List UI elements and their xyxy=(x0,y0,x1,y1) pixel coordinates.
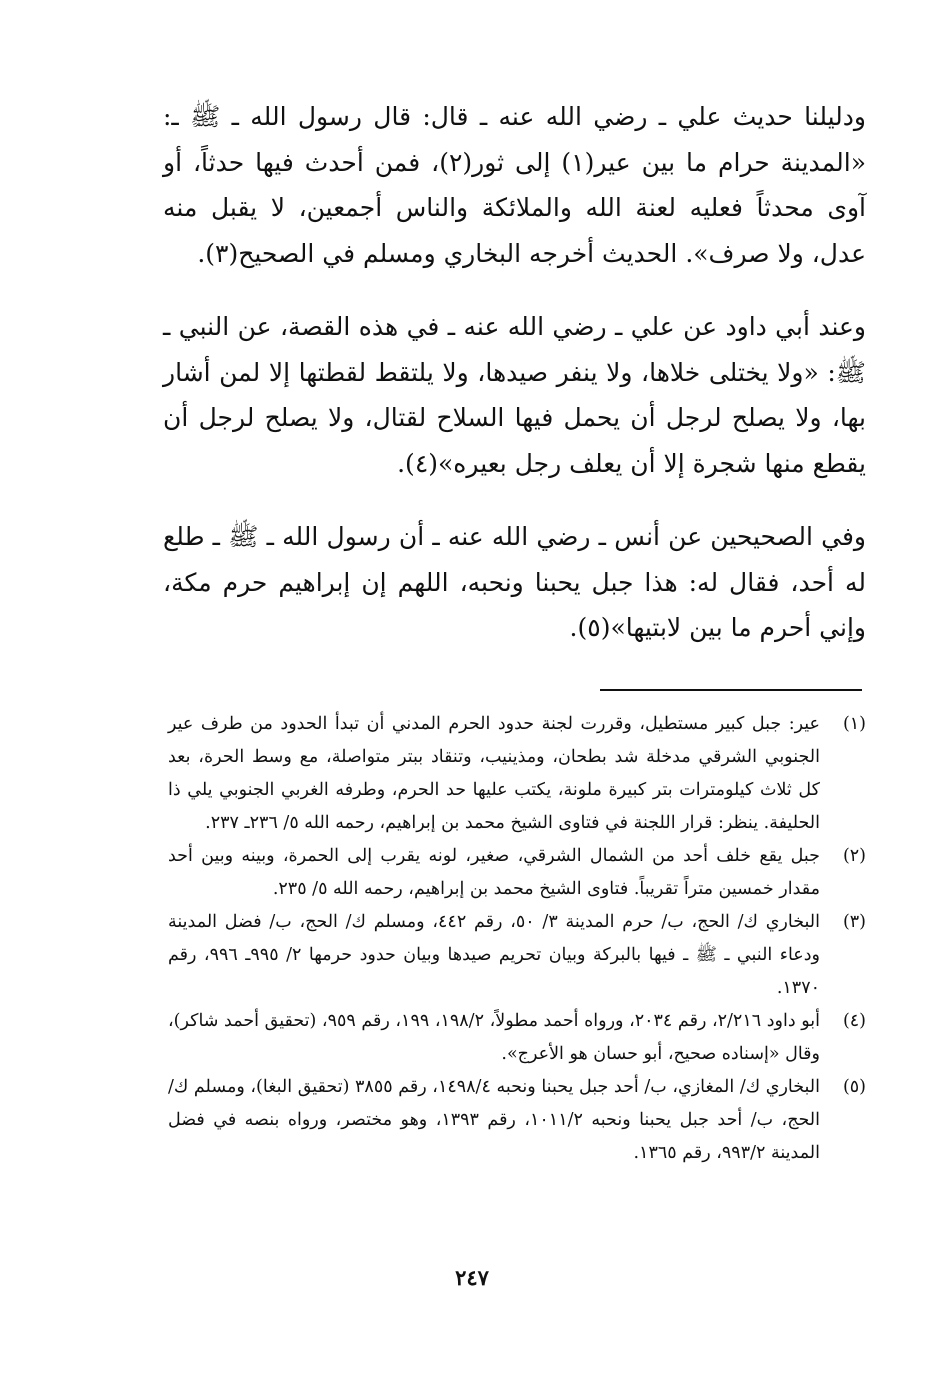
footnote-text: عير: جبل كبير مستطيل، وقررت لجنة حدود الحرم المدني أن تبدأ الحدود من طرف عير الجنوبي الشرقي مدخلة شد بطحان، ومذينيب، وتنقاد ببتر متواصلة، مع وسط الحرة، بعد كل ثلاث كيلومترات بتر كبيرة ملونة، يكتب عليها حد الحرم، وطرفه الغربي الجنوبي يلي ذا الحليفة. ينظر: قرار اللجنة في فتاوى الشيخ محمد بن إبراهيم، رحمه الله ٥/ ٢٣٦ـ ٢٣٧. xyxy=(168,714,820,833)
paragraph-3: وفي الصحيحين عن أنس ـ رضي الله عنه ـ أن رسول الله ـ ﷺ ـ طلع له أحد، فقال له: هذا جبل يحبنا ونحبه، اللهم إن إبراهيم حرم مكة، وإني أحرم ما بين لابتيها»(٥). xyxy=(163,522,866,642)
footnote-number: (٤) xyxy=(842,1011,866,1031)
footnote-text: البخاري ك/ المغازي، ب/ أحد جبل يحبنا ونحبه ١٤٩٨/٤، رقم ٣٨٥٥ (تحقيق البغا)، ومسلم ك/ الحج، ب/ أحد جبل يحبنا ونحبه ١٠١١/٢، رقم ١٣٩٣، وهو مختصر، ورواه بنصه في فضل المدينة ٩٩٣/٢، رقم ١٣٦٥. xyxy=(168,1077,820,1163)
footnotes xyxy=(168,708,866,1170)
main-text xyxy=(163,94,866,651)
footnote-number: (٣) xyxy=(842,912,866,932)
footnote xyxy=(168,1005,866,1071)
footnote-number: (٥) xyxy=(842,1077,866,1097)
footnote xyxy=(168,708,866,840)
footnote-text: جبل يقع خلف أحد من الشمال الشرقي، صغير، لونه يقرب إلى الحمرة، وبينه وبين أحد مقدار خمسين متراً تقريباً. فتاوى الشيخ محمد بن إبراهيم، رحمه الله ٥/ ٢٣٥. xyxy=(168,846,820,899)
footnote-text: البخاري ك/ الحج، ب/ حرم المدينة ٣/ ٥٠، رقم ٤٤٢، ومسلم ك/ الحج، ب/ فضل المدينة ودعاء النبي ـ ﷺ ـ فيها بالبركة وبيان تحريم صيدها وبيان حدود حرمها ٢/ ٩٩٥ـ ٩٩٦، رقم ١٣٧٠. xyxy=(168,912,820,998)
paragraph-1: ودليلنا حديث علي ـ رضي الله عنه ـ قال: قال رسول الله ـ ﷺ ـ: «المدينة حرام ما بين عير(١) إلى ثور(٢)، فمن أحدث فيها حدثاً، أو آوى محدثاً فعليه لعنة الله والملائكة والناس أجمعين، لا يقبل منه عدل، ولا صرف». الحديث أخرجه البخاري ومسلم في الصحيح(٣). xyxy=(163,102,866,268)
footnote-number: (١) xyxy=(842,714,866,734)
page-number: ٢٤٧ xyxy=(455,1265,489,1290)
footnote-separator xyxy=(600,689,862,691)
footnote xyxy=(168,840,866,906)
footnote xyxy=(168,1071,866,1170)
paragraph-2: وعند أبي داود عن علي ـ رضي الله عنه ـ في هذه القصة، عن النبي ـ ﷺ: «ولا يختلى خلاها، ولا ينفر صيدها، ولا يلتقط لقطتها إلا لمن أشار بها، ولا يصلح لرجل أن يحمل فيها السلاح لقتال، ولا يصلح لرجل أن يقطع منها شجرة إلا أن يعلف رجل بعيره»(٤). xyxy=(163,312,866,478)
footnote-number: (٢) xyxy=(842,846,866,866)
footnote-text: أبو داود ٢/٢١٦، رقم ٢٠٣٤، ورواه أحمد مطولاً، ١٩٨/٢، ١٩٩، رقم ٩٥٩، (تحقيق أحمد شاكر)، وقال «إسناده صحيح، أبو حسان هو الأعرج». xyxy=(168,1011,820,1064)
footnote xyxy=(168,906,866,1005)
